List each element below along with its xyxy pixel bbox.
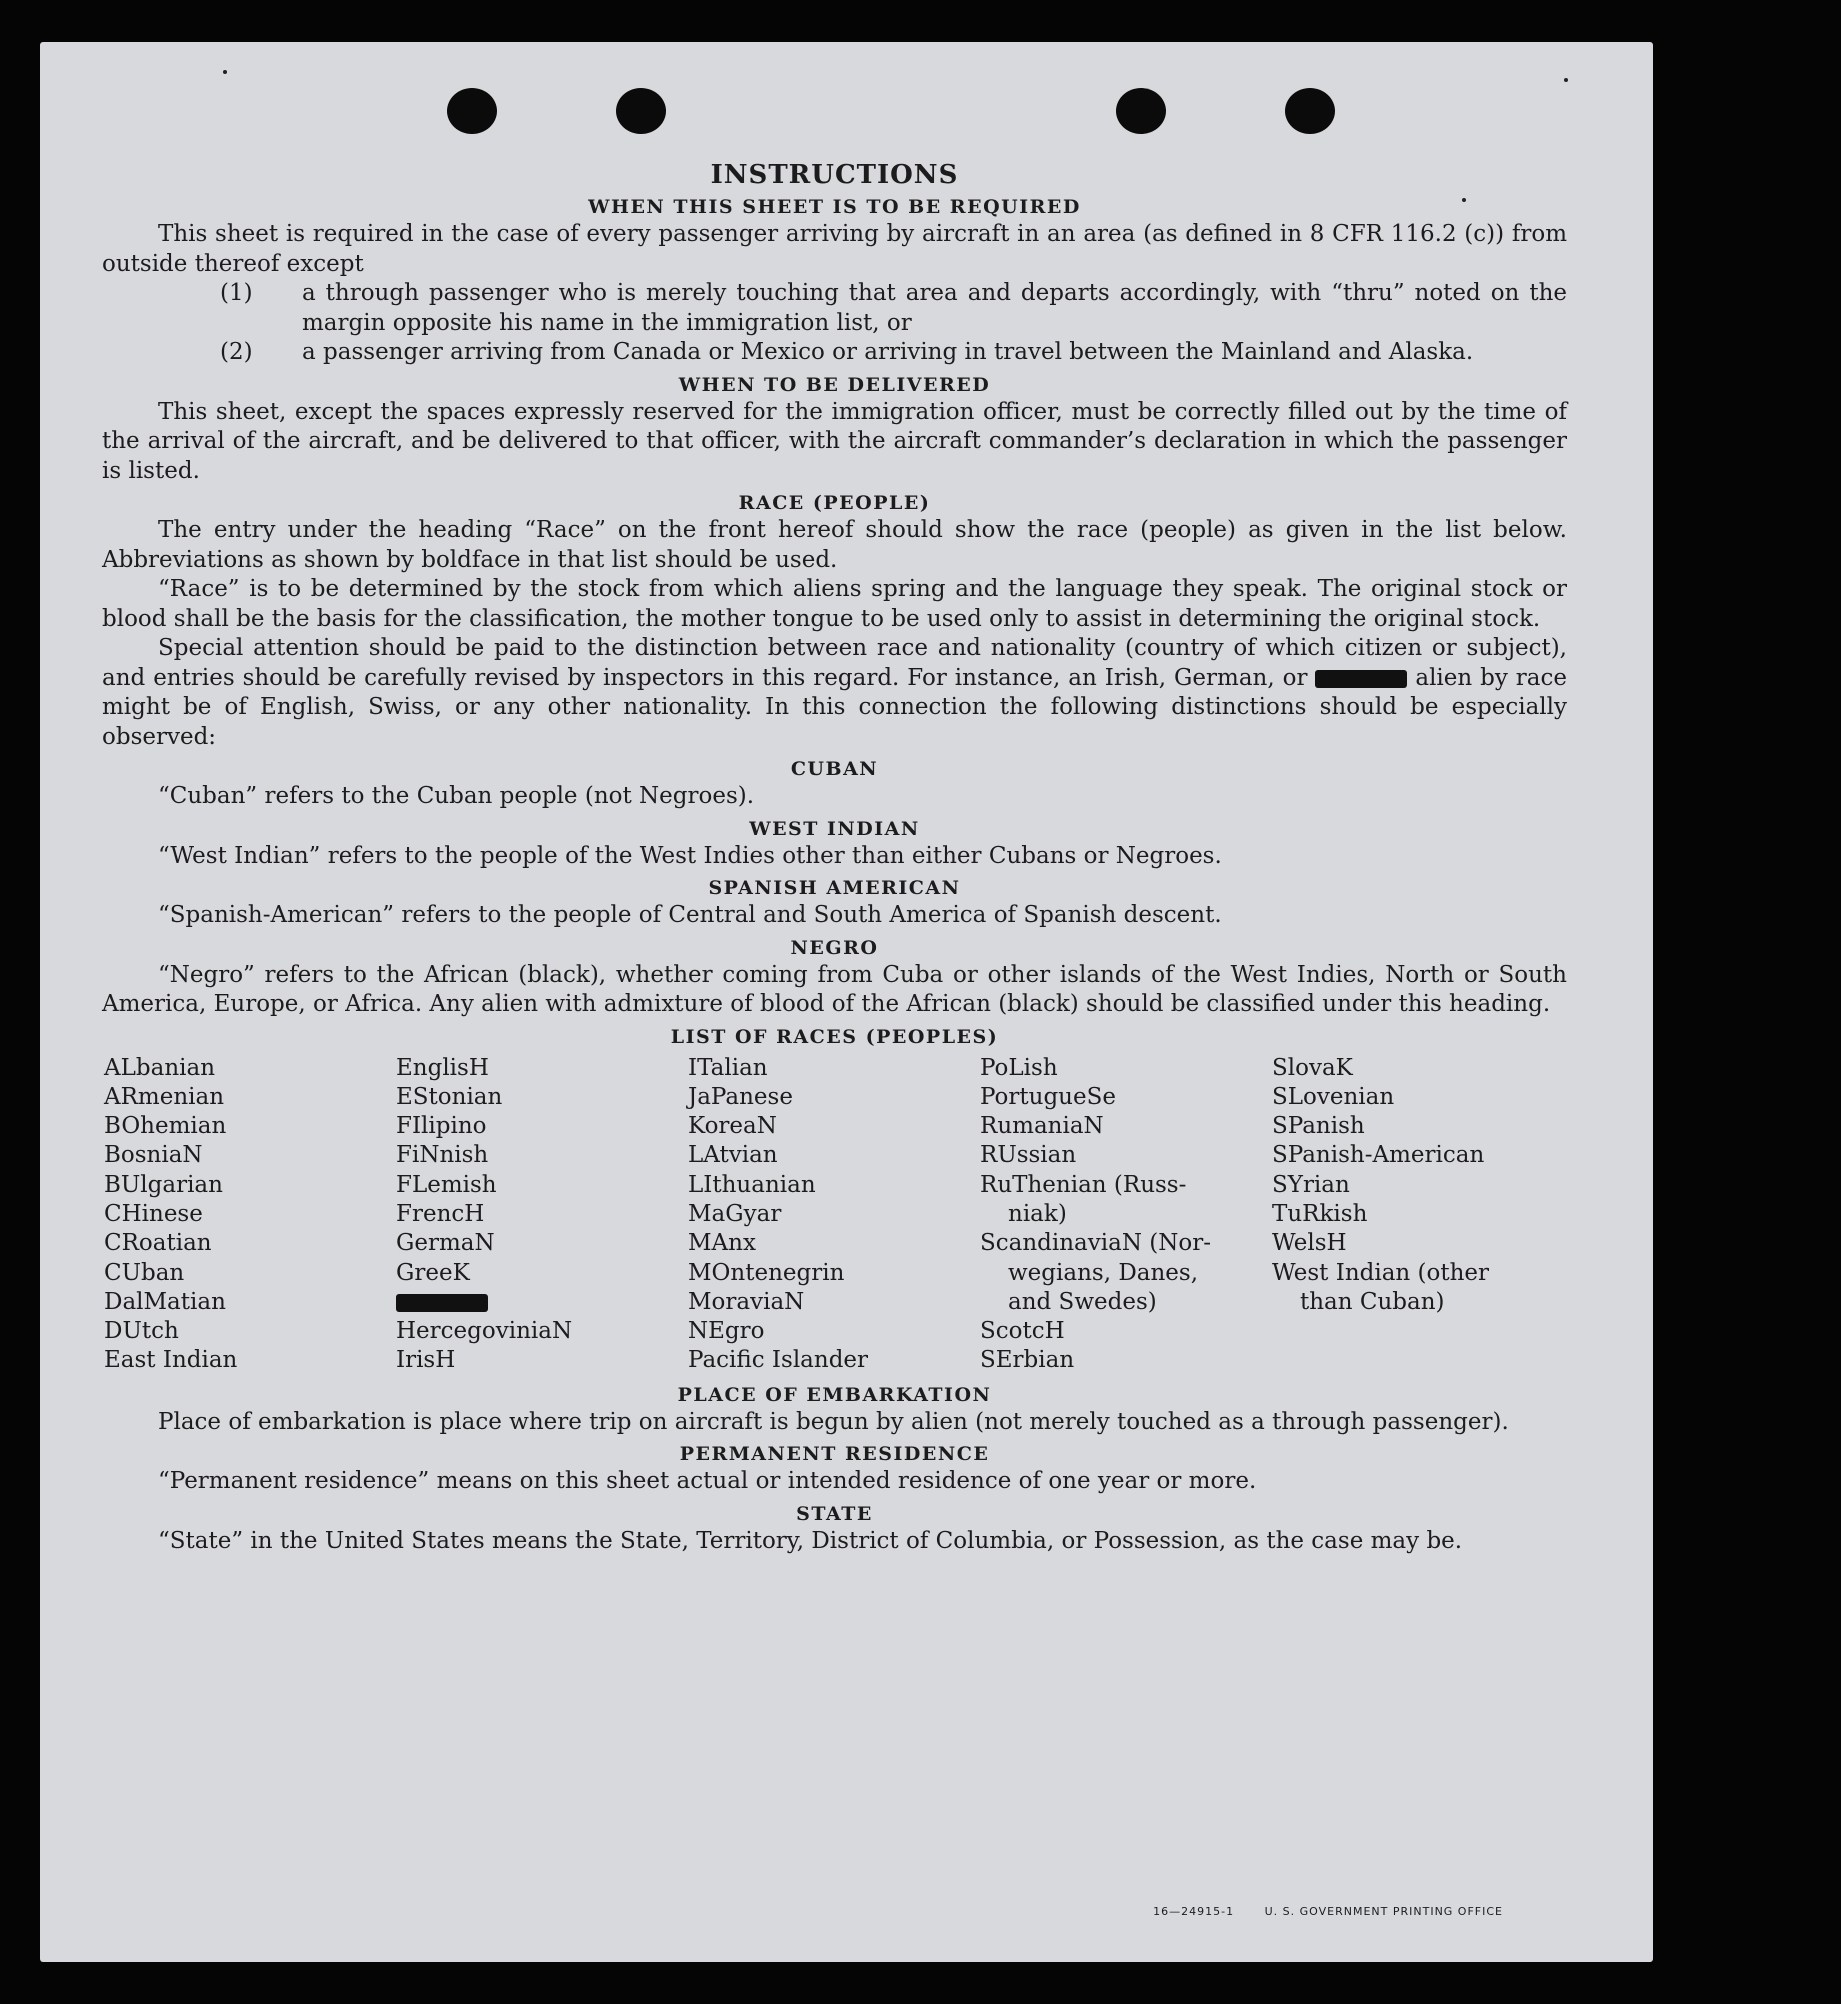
footer [1127, 1905, 1503, 1918]
paragraph-part: Special attention should be paid to the distinction between race and nationality (country of which citizen or subject), and entries should be carefully revised by inspectors in this regard. For instance, an Irish, German, or [102, 635, 1567, 691]
paragraph: The entry under the heading “Race” on the front hereof should show the race (people) as given in the list below. Abbreviations as shown by boldface in that list should be used. [102, 517, 1567, 573]
form-number: 16—24915-1 [1153, 1905, 1235, 1918]
race-entry: LAtvian [688, 1142, 778, 1169]
races-column [396, 1054, 688, 1376]
races-column [688, 1054, 980, 1376]
races-column [1272, 1054, 1569, 1376]
race-entry: HercegoviniaN [396, 1318, 573, 1345]
printer-credit: U. S. GOVERNMENT PRINTING OFFICE [1264, 1905, 1503, 1918]
races-column [104, 1054, 396, 1376]
page-title: INSTRUCTIONS [710, 160, 959, 190]
race-entry: FrencH [396, 1200, 485, 1227]
paragraph: “Race” is to be determined by the stock from which aliens spring and the language they speak. The original stock or blood shall be the basis for the classification, the mother tongue to be used only to assist in determining the original stock. [102, 576, 1567, 632]
race-entry: CRoatian [104, 1230, 212, 1257]
race-entry: SErbian [980, 1347, 1075, 1374]
redaction-mark [1315, 670, 1407, 688]
item-text: a through passenger who is merely touching that area and departs accordingly, with “thru” noted on the margin opposite his name in the immigration list, or [302, 280, 1567, 336]
item-text: a passenger arriving from Canada or Mexico or arriving in travel between the Mainland and Alaska. [302, 339, 1474, 365]
race-entry: BosniaN [104, 1142, 203, 1169]
section-heading: PERMANENT RESIDENCE [679, 1443, 990, 1466]
race-entry: MOntenegrin [688, 1259, 845, 1286]
section-heading: STATE [796, 1502, 873, 1525]
paragraph: “Spanish-American” refers to the people of Central and South America of Spanish descent. [158, 902, 1222, 928]
race-entry: DUtch [104, 1318, 179, 1345]
race-entry: RuThenian (Russ- [980, 1171, 1187, 1198]
paragraph: Place of embarkation is place where trip on aircraft is begun by alien (not merely touched as a through passenger). [158, 1408, 1509, 1435]
race-entry: niak) [1008, 1200, 1067, 1227]
race-entry: and Swedes) [1008, 1288, 1157, 1315]
race-entry: EStonian [396, 1083, 503, 1110]
race-entry: FLemish [396, 1171, 497, 1198]
race-entry: BUlgarian [104, 1171, 223, 1198]
race-entry: JaPanese [688, 1083, 793, 1110]
race-entry: IrisH [396, 1347, 456, 1374]
race-entry: Pacific Islander [688, 1347, 869, 1374]
race-entry: SPanish-American [1272, 1142, 1485, 1169]
race-entry: SYrian [1272, 1171, 1350, 1198]
paragraph: “Negro” refers to the African (black), whether coming from Cuba or other islands of the West Indies, North or South America, Europe, or Africa. Any alien with admixture of blood of the African (black) should be classified under this heading. [102, 961, 1567, 1017]
race-entry: RUssian [980, 1142, 1077, 1169]
punch-hole [1116, 88, 1166, 134]
race-entry: WelsH [1272, 1230, 1347, 1257]
race-entry: PortugueSe [980, 1083, 1116, 1110]
race-entry: NEgro [688, 1318, 765, 1345]
instructions-content [102, 160, 1567, 1556]
paragraph: “Permanent residence” means on this sheet actual or intended residence of one year or more. [158, 1468, 1257, 1495]
item-number: (1) [220, 280, 253, 306]
section-heading: PLACE OF EMBARKATION [677, 1383, 992, 1406]
race-entry: MaGyar [688, 1200, 782, 1227]
race-entry: DalMatian [104, 1288, 226, 1315]
race-entry: SlovaK [1272, 1054, 1353, 1081]
race-entry: KoreaN [688, 1113, 777, 1140]
redacted-entry [396, 1288, 688, 1317]
punch-hole [616, 88, 666, 134]
section-heading: WEST INDIAN [749, 817, 920, 840]
race-entry: West Indian (other [1272, 1259, 1490, 1286]
race-entry: East Indian [104, 1347, 238, 1374]
paragraph [102, 634, 1567, 752]
races-list [104, 1054, 1567, 1376]
scan-speck [223, 70, 227, 74]
section-heading: CUBAN [790, 758, 879, 780]
races-column [980, 1054, 1272, 1376]
race-entry: ALbanian [104, 1054, 216, 1081]
punch-hole [1285, 88, 1335, 134]
race-entry: GermaN [396, 1230, 495, 1257]
section-heading: WHEN TO BE DELIVERED [678, 373, 991, 396]
section-heading: RACE (PEOPLE) [738, 492, 931, 514]
race-entry: ARmenian [104, 1083, 225, 1110]
race-entry: FIlipino [396, 1113, 487, 1140]
race-entry: BOhemian [104, 1113, 227, 1140]
race-entry: GreeK [396, 1259, 470, 1286]
race-entry: MoraviaN [688, 1288, 805, 1315]
redaction-mark [396, 1294, 488, 1312]
race-entry: SPanish [1272, 1113, 1365, 1140]
race-entry: wegians, Danes, [1008, 1259, 1199, 1286]
race-entry: FiNnish [396, 1142, 489, 1169]
race-entry: MAnx [688, 1230, 756, 1257]
punch-hole [447, 88, 497, 134]
race-entry: TuRkish [1272, 1200, 1368, 1227]
paragraph: “State” in the United States means the State, Territory, District of Columbia, or Possession, as the case may be. [158, 1527, 1463, 1554]
race-entry: LIthuanian [688, 1171, 816, 1198]
race-entry: SLovenian [1272, 1083, 1395, 1110]
list-item [102, 338, 1567, 368]
section-heading: SPANISH AMERICAN [708, 877, 961, 899]
race-entry: EnglisH [396, 1054, 489, 1081]
paragraph: “Cuban” refers to the Cuban people (not Negroes). [158, 783, 755, 809]
race-entry: ITalian [688, 1054, 768, 1081]
paragraph: This sheet, except the spaces expressly reserved for the immigration officer, must be correctly filled out by the time of the arrival of the aircraft, and be delivered to that officer, with the aircraft commander’s declaration in which the passenger is listed. [102, 398, 1567, 484]
race-entry: ScandinaviaN (Nor- [980, 1230, 1211, 1257]
race-entry: RumaniaN [980, 1113, 1104, 1140]
document-sheet [40, 42, 1653, 1962]
section-heading: NEGRO [790, 936, 879, 959]
item-number: (2) [220, 339, 253, 365]
paragraph: “West Indian” refers to the people of the West Indies other than either Cubans or Negroes. [158, 842, 1222, 869]
race-entry: than Cuban) [1300, 1288, 1445, 1315]
race-entry: PoLish [980, 1054, 1058, 1081]
section-heading: WHEN THIS SHEET IS TO BE REQUIRED [588, 196, 1081, 218]
paragraph: This sheet is required in the case of every passenger arriving by aircraft in an area (as defined in 8 CFR 116.2 (c)) from outside thereof except [102, 221, 1567, 277]
paragraph-part: alien by race might be of English, Swiss, or any other nationality. In this connection the following distinctions should be especially observed: [102, 664, 1568, 750]
scan-speck [1564, 78, 1568, 82]
race-entry: ScotcH [980, 1318, 1065, 1345]
section-heading: LIST OF RACES (PEOPLES) [670, 1025, 999, 1048]
race-entry: CUban [104, 1259, 185, 1286]
list-item [102, 279, 1567, 338]
race-entry: CHinese [104, 1200, 203, 1227]
